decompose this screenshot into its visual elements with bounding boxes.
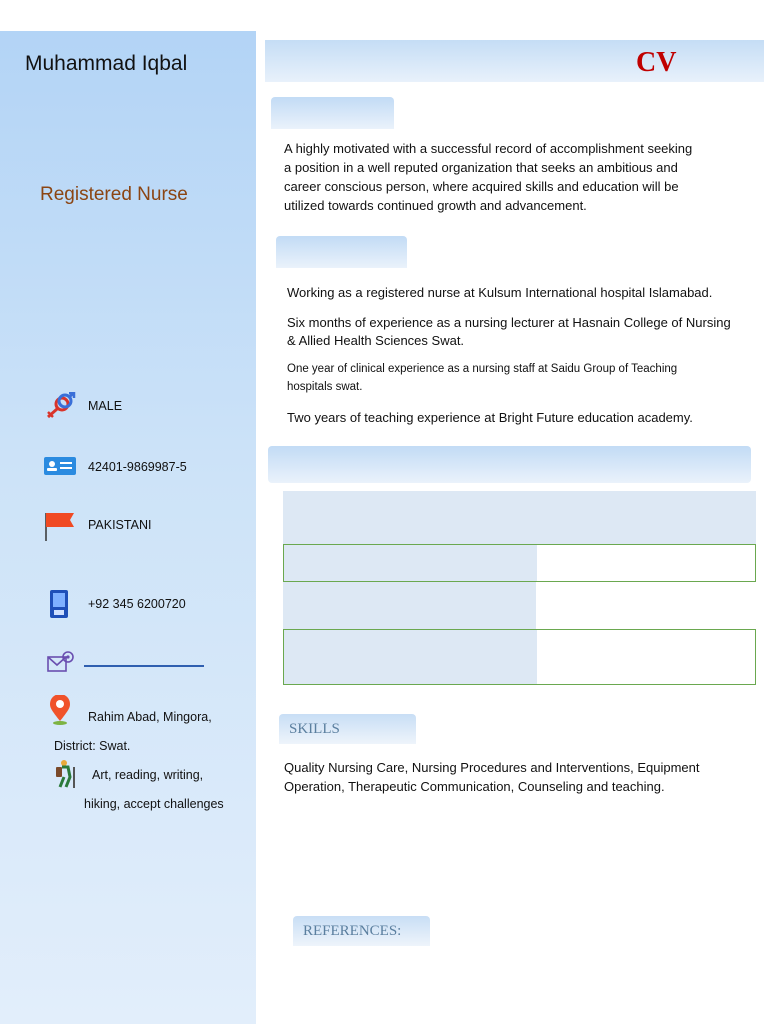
education-table-row — [283, 582, 536, 629]
hobbies-line-2: hiking, accept challenges — [84, 797, 224, 811]
cnic-row — [44, 453, 187, 481]
objective-text — [284, 139, 754, 215]
profile-name: Muhammad Iqbal — [25, 52, 188, 75]
objective-section-tab — [271, 97, 394, 129]
nationality-value: PAKISTANI — [88, 518, 152, 532]
address-line-1: Rahim Abad, Mingora, — [88, 710, 212, 724]
hobbies-line-1: Art, reading, writing, — [92, 768, 204, 782]
experience-item: hospitals swat. — [287, 381, 363, 393]
references-section-tab — [293, 916, 430, 946]
objective-line: career conscious person, where acquired skills and education will be — [284, 179, 679, 194]
email-link[interactable] — [84, 665, 204, 667]
objective-line: A highly motivated with a successful record of accomplishment seeking — [284, 141, 693, 156]
objective-line: utilized towards continued growth and advancement. — [284, 198, 587, 213]
references-heading: REFERENCES: — [303, 922, 402, 939]
gender-row — [44, 392, 122, 420]
skills-section-tab — [279, 714, 416, 744]
skills-line: Operation, Therapeutic Communication, Counseling and teaching. — [284, 779, 665, 794]
education-table-row — [283, 544, 756, 582]
profile-role: Registered Nurse — [40, 184, 188, 205]
location-pin-icon — [46, 695, 78, 723]
nationality-row — [44, 511, 151, 539]
gender-value: MALE — [88, 399, 123, 413]
hiker-icon — [52, 759, 84, 787]
experience-item: & Allied Health Sciences Swat. — [287, 333, 465, 348]
experience-section-tab — [276, 236, 407, 268]
experience-item: Six months of experience as a nursing lecturer at Hasnain College of Nursing — [287, 315, 731, 330]
phone-value: +92 345 6200720 — [88, 597, 186, 611]
experience-item: Working as a registered nurse at Kulsum International hospital Islamabad. — [287, 285, 713, 300]
education-table — [283, 491, 756, 685]
cv-header-bar — [265, 40, 764, 82]
address-pin — [46, 695, 90, 723]
education-section-bar — [268, 446, 751, 483]
phone-row — [44, 590, 186, 618]
address-line-2: District: Swat. — [54, 739, 131, 753]
hobbies-icon-wrap — [52, 759, 96, 787]
education-cell — [284, 545, 537, 581]
gender-icon — [44, 392, 76, 420]
skills-heading: SKILLS — [289, 720, 340, 737]
cnic-value: 42401-9869987-5 — [88, 460, 187, 474]
email-row — [44, 650, 88, 678]
id-card-icon — [44, 453, 76, 481]
experience-item: One year of clinical experience as a nursing staff at Saidu Group of Teaching — [287, 363, 678, 375]
cv-title: CV — [636, 47, 677, 78]
education-table-header — [283, 491, 756, 544]
skills-text — [284, 758, 754, 796]
email-icon — [44, 650, 76, 678]
education-table-row — [283, 629, 756, 685]
flag-icon — [44, 511, 76, 539]
objective-line: a position in a well reputed organization that seeks an ambitious and — [284, 160, 678, 175]
education-cell — [284, 630, 537, 684]
skills-line: Quality Nursing Care, Nursing Procedures and Interventions, Equipment — [284, 760, 700, 775]
experience-item: Two years of teaching experience at Bright Future education academy. — [287, 410, 693, 425]
phone-icon — [44, 590, 76, 618]
